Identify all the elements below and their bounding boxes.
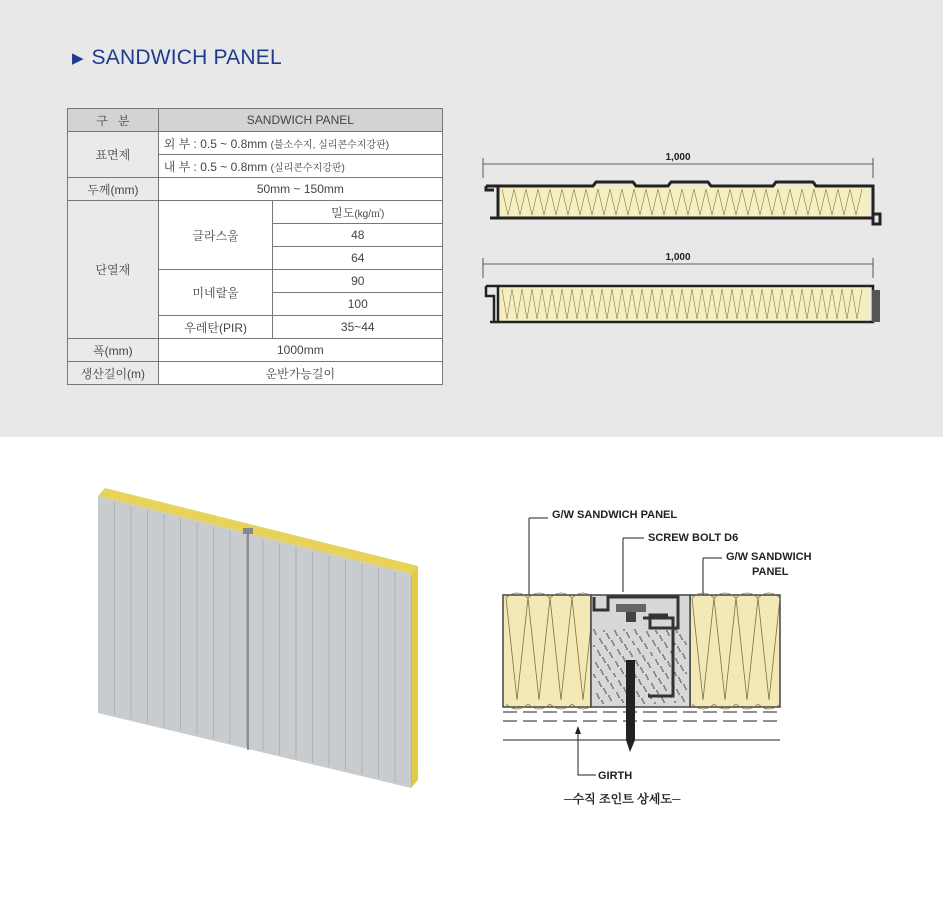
- label-right-panel-line2: PANEL: [752, 566, 789, 578]
- table-row: [68, 132, 443, 155]
- table-header-product: SANDWICH PANEL: [158, 109, 442, 132]
- detail-caption: ─수직 조인트 상세도─: [564, 792, 681, 806]
- thickness-value: 50mm ~ 150mm: [158, 178, 442, 201]
- length-label: 생산길이(m): [68, 362, 159, 385]
- mineralwool-value: 100: [273, 293, 443, 316]
- panel-profile-drawing-top: [478, 146, 898, 228]
- density-unit: (kg/㎥): [354, 208, 385, 220]
- label-right-panel-line1: G/W SANDWICH: [726, 551, 812, 563]
- surface-outer-cell: [158, 132, 442, 155]
- glasswool-value: 48: [273, 224, 443, 247]
- surface-inner-note: (실리콘수지강판): [270, 162, 345, 174]
- surface-outer-note: (불소수지, 실리콘수지강판): [270, 139, 390, 151]
- glasswool-value: 64: [273, 247, 443, 270]
- spec-table: [67, 108, 443, 385]
- panel-face: [98, 496, 411, 788]
- surface-inner-cell: [158, 155, 442, 178]
- density-main: 밀도: [331, 205, 355, 220]
- section-title: [72, 46, 282, 70]
- section-title-text: SANDWICH PANEL: [91, 46, 282, 69]
- surface-outer-main: 외 부 : 0.5 ~ 0.8mm: [163, 136, 268, 151]
- screw-bolt: [626, 660, 635, 740]
- thickness-label: 두께(mm): [68, 178, 159, 201]
- screw-head: [616, 604, 646, 612]
- table-row: [68, 178, 443, 201]
- dimension-label-top: 1,000: [665, 152, 691, 163]
- label-left-panel: G/W SANDWICH PANEL: [552, 509, 678, 521]
- surface-label: 표면제: [68, 132, 159, 178]
- dimension-label-bottom: 1,000: [665, 252, 691, 263]
- table-row: [68, 362, 443, 385]
- urethane-value: 35~44: [273, 316, 443, 339]
- panel-side-edge: [411, 566, 418, 788]
- density-header: [273, 201, 443, 224]
- table-row: [68, 339, 443, 362]
- insulation-label: 단열재: [68, 201, 159, 339]
- table-row: [68, 201, 443, 224]
- table-row: [68, 109, 443, 132]
- surface-inner-main: 내 부 : 0.5 ~ 0.8mm: [163, 159, 268, 174]
- width-value: 1000mm: [158, 339, 442, 362]
- triangle-right-icon: ▶: [72, 49, 84, 67]
- label-screw-bolt: SCREW BOLT D6: [648, 532, 739, 544]
- urethane-label: 우레탄(PIR): [158, 316, 273, 339]
- joint-cap: [243, 528, 253, 534]
- mineralwool-value: 90: [273, 270, 443, 293]
- panel-profile-drawing-bottom: [478, 246, 898, 328]
- width-label: 폭(mm): [68, 339, 159, 362]
- right-panel-section: [690, 595, 780, 707]
- vertical-joint-detail: [498, 500, 812, 820]
- panel-3d-illustration: [80, 488, 425, 798]
- label-girth: GIRTH: [598, 770, 633, 782]
- mineralwool-label: 미네랄울: [158, 270, 273, 316]
- length-value: 운반가능길이: [158, 362, 442, 385]
- table-header-category: 구 분: [68, 109, 159, 132]
- glasswool-label: 글라스울: [158, 201, 273, 270]
